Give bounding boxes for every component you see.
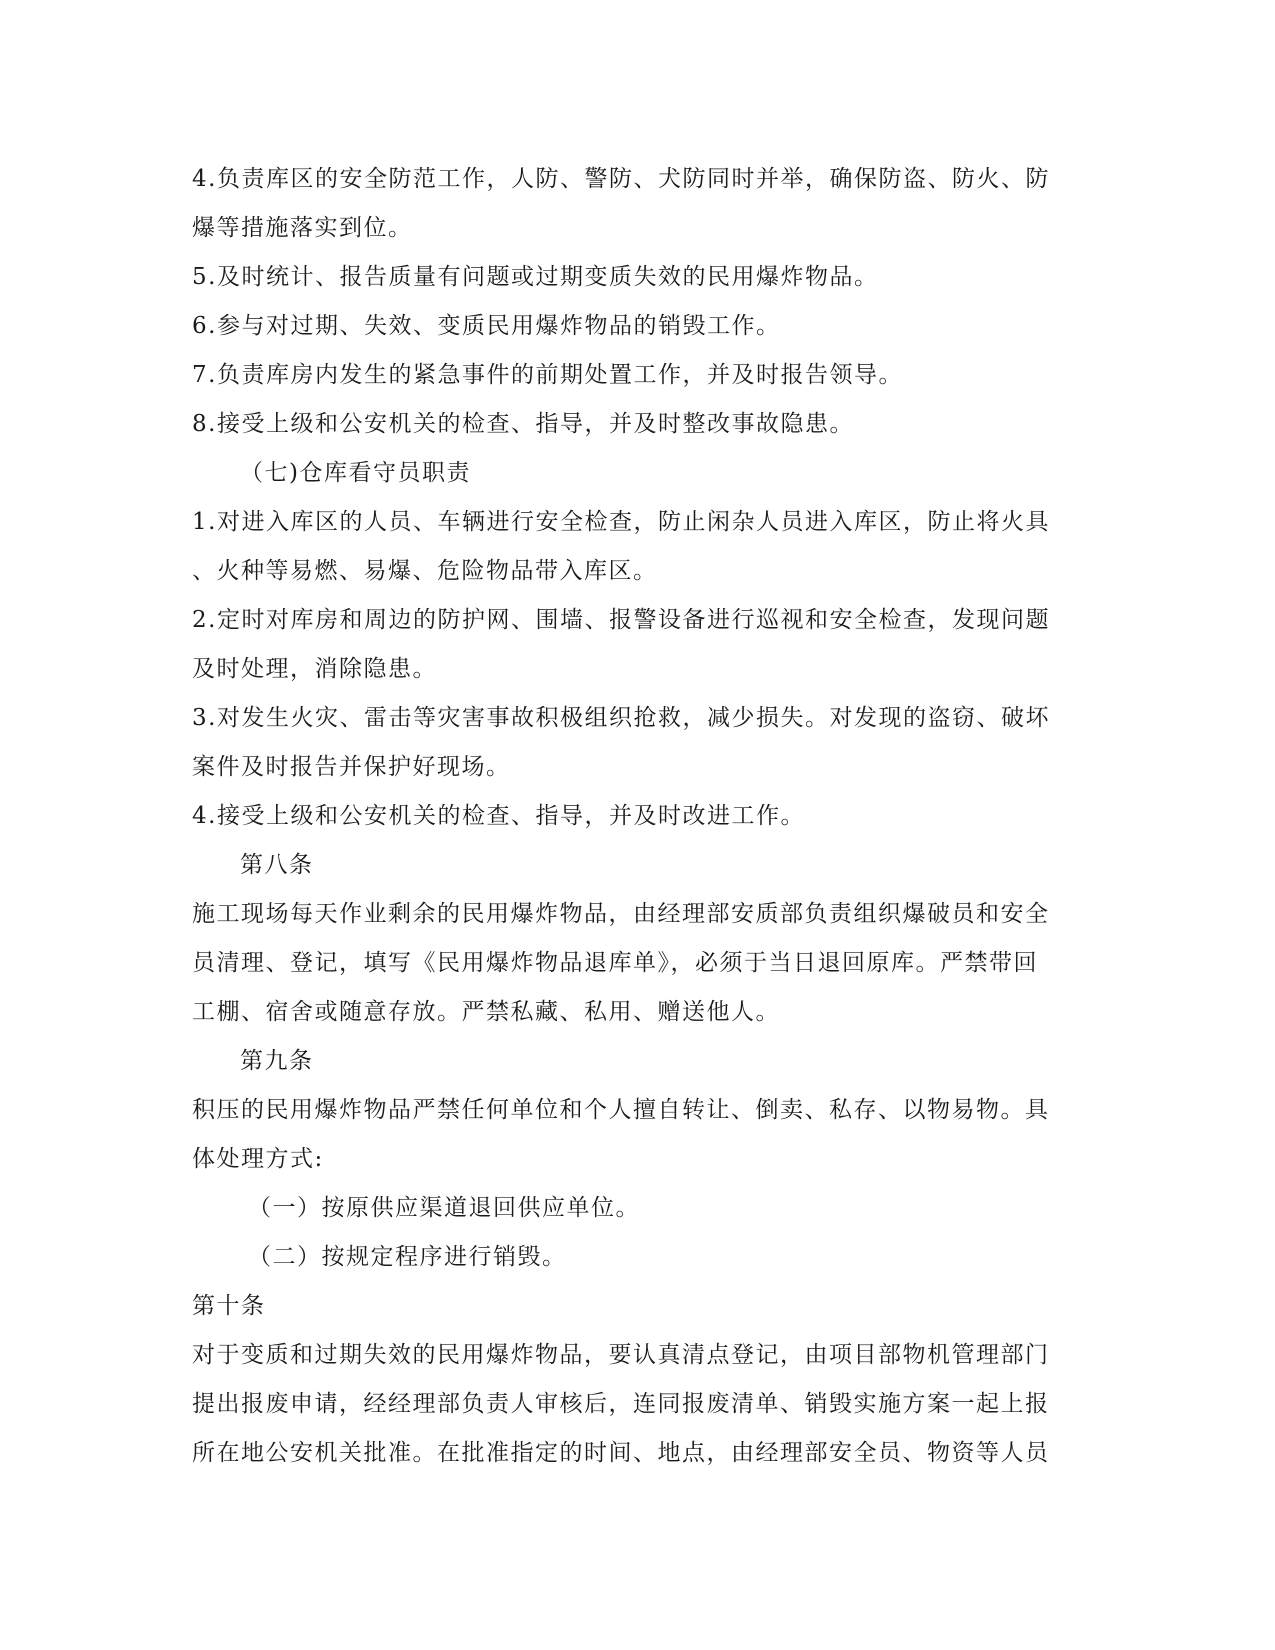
text-line: 提出报废申请，经经理部负责人审核后，连同报废清单、销毁实施方案一起上报 bbox=[192, 1391, 1050, 1417]
text-line: 及时处理，消除隐患。 bbox=[192, 656, 437, 682]
text-line: 施工现场每天作业剩余的民用爆炸物品，由经理部安质部负责组织爆破员和安全 bbox=[192, 901, 1050, 927]
text-line: 3.对发生火灾、雷击等灾害事故积极组织抢救，减少损失。对发现的盗窃、破坏 bbox=[192, 705, 1050, 731]
text-line: 员清理、登记，填写《民用爆炸物品退库单》，必须于当日退回原库。严禁带回 bbox=[192, 950, 1038, 976]
text-line: 、火种等易燃、易爆、危险物品带入库区。 bbox=[192, 558, 658, 584]
text-line: 对于变质和过期失效的民用爆炸物品，要认真清点登记，由项目部物机管理部门 bbox=[192, 1342, 1050, 1368]
text-line: 2.定时对库房和周边的防护网、围墙、报警设备进行巡视和安全检查，发现问题 bbox=[192, 607, 1050, 633]
text-line: 第九条 bbox=[240, 1048, 314, 1074]
text-line: 爆等措施落实到位。 bbox=[192, 215, 413, 241]
text-line: （二）按规定程序进行销毁。 bbox=[248, 1244, 567, 1270]
text-line: 5.及时统计、报告质量有问题或过期变质失效的民用爆炸物品。 bbox=[192, 264, 879, 290]
text-line: （七)仓库看守员职责 bbox=[240, 460, 471, 486]
text-line: 案件及时报告并保护好现场。 bbox=[192, 754, 511, 780]
text-line: 积压的民用爆炸物品严禁任何单位和个人擅自转让、倒卖、私存、以物易物。具 bbox=[192, 1097, 1050, 1123]
text-line: 4.接受上级和公安机关的检查、指导，并及时改进工作。 bbox=[192, 803, 805, 829]
text-line: 第八条 bbox=[240, 852, 314, 878]
text-line: （一）按原供应渠道退回供应单位。 bbox=[248, 1195, 640, 1221]
text-line: 7.负责库房内发生的紧急事件的前期处置工作，并及时报告领导。 bbox=[192, 362, 903, 388]
text-line: 4.负责库区的安全防范工作，人防、警防、犬防同时并举，确保防盗、防火、防 bbox=[192, 166, 1050, 192]
text-line: 第十条 bbox=[192, 1293, 266, 1319]
text-line: 体处理方式: bbox=[192, 1146, 324, 1172]
text-line: 1.对进入库区的人员、车辆进行安全检查，防止闲杂人员进入库区，防止将火具 bbox=[192, 509, 1050, 535]
text-line: 所在地公安机关批准。在批准指定的时间、地点，由经理部安全员、物资等人员 bbox=[192, 1440, 1050, 1466]
text-line: 工棚、宿舍或随意存放。严禁私藏、私用、赠送他人。 bbox=[192, 999, 780, 1025]
text-line: 8.接受上级和公安机关的检查、指导，并及时整改事故隐患。 bbox=[192, 411, 854, 437]
text-line: 6.参与对过期、失效、变质民用爆炸物品的销毁工作。 bbox=[192, 313, 781, 339]
document-body bbox=[192, 155, 1072, 1478]
